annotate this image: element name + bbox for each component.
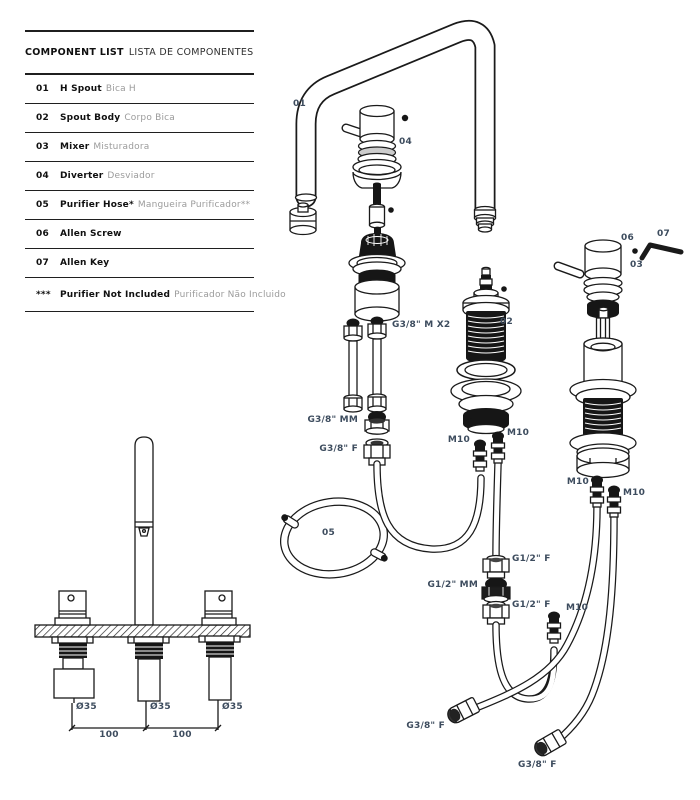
component-name-en: H Spout [60,84,102,94]
label-g12-f-upper: G1/2" F [512,554,551,564]
label-g12-f-lower: G1/2" F [512,600,551,610]
component-name-en: Allen Screw [60,229,122,239]
component-name-en: Purifier Not Included [60,289,171,300]
connection-tubes [344,317,386,413]
label-g38-f-top: G3/8" F [319,444,358,454]
callout-06-allen-screw: 06 [621,233,634,243]
component-list-title-pt: LISTA DE COMPONENTES [128,47,254,58]
label-m10-mixer-right: M10 [623,488,646,498]
label-m10-mixer-left: M10 [566,477,589,487]
label-hole-diameter-center: Ø35 [150,702,171,712]
installed-spout-body [128,637,169,701]
component-name-pt: Desviador [107,171,155,181]
component-name-en: Spout Body [60,113,121,123]
component-row-05 [25,191,254,220]
callout-03-mixer: 03 [630,260,643,270]
component-row-01 [25,75,254,104]
mixer-hose-right [557,516,614,741]
label-g38-mm: G3/8" MM [307,415,358,425]
component-name-pt: Misturadora [93,142,150,152]
label-m10-spout-right: M10 [507,428,530,438]
mixer-assembly [558,240,638,517]
label-g38-f-bottom-left: G3/8" F [406,721,445,731]
component-name-pt: Bica H [105,84,136,94]
label-g38-m-x2: G3/8" M X2 [392,320,451,330]
component-list [25,30,286,312]
adapter-g38-mm [365,411,389,434]
callout-02-spout-body: 02 [500,317,513,327]
component-name-en: Allen Key [60,258,110,268]
label-hole-diameter-left: Ø35 [76,702,97,712]
nut-g38f-bottom-left [445,697,480,725]
callout-07-allen-key: 07 [657,229,670,239]
component-list-title [25,32,254,75]
label-g38-f-bottom-right: G3/8" F [518,760,557,770]
component-list-title-en: COMPONENT LIST [25,47,124,58]
component-name-pt: Corpo Bica [124,113,176,123]
component-number: 03 [36,142,49,152]
callout-01-h-spout: 01 [293,99,306,109]
label-spacing-left: 100 [99,730,119,740]
nut-g38f-bottom-right [532,729,567,758]
label-spacing-right: 100 [172,730,192,740]
component-row-06 [25,220,254,249]
component-number: 01 [36,84,49,94]
label-m10-spout-left: M10 [447,435,470,445]
component-number: 04 [36,171,49,181]
label-m10-mid: M10 [566,603,589,613]
adapter-g12-mm [482,578,510,603]
component-number: 07 [36,258,49,268]
installation-drawing [35,437,250,731]
fitting-g12-f-lower [483,602,509,625]
allen-key [642,245,681,258]
component-name-pt: Mangueira Purificador** [137,200,251,210]
component-row-07 [25,249,254,278]
callout-04-diverter: 04 [399,137,412,147]
component-name-en: Purifier Hose* [60,200,134,210]
hose-g38f-to-m10 [377,464,481,549]
hose-m10-to-g12f [496,464,498,556]
label-hole-diameter-right: Ø35 [222,702,243,712]
component-row-04 [25,162,254,191]
component-number: 06 [36,229,49,239]
h-spout [296,30,496,232]
component-name-en: Mixer [60,142,90,152]
component-name-pt: Purificador Não Incluido [174,289,286,300]
component-number: *** [36,289,51,300]
component-number: 02 [36,113,49,123]
m10-tail-mid [548,612,561,644]
label-g12-mm: G1/2" MM [427,580,478,590]
aerator-part [290,203,316,235]
callout-05-purifier-hose: 05 [322,528,335,538]
installed-diverter [52,591,94,703]
component-row-02 [25,104,254,133]
component-row-note [25,278,286,312]
component-number: 05 [36,200,49,210]
installed-mixer [199,591,240,700]
component-row-03 [25,133,254,162]
fitting-g12-f-upper [483,556,509,579]
component-name-en: Diverter [60,171,104,181]
